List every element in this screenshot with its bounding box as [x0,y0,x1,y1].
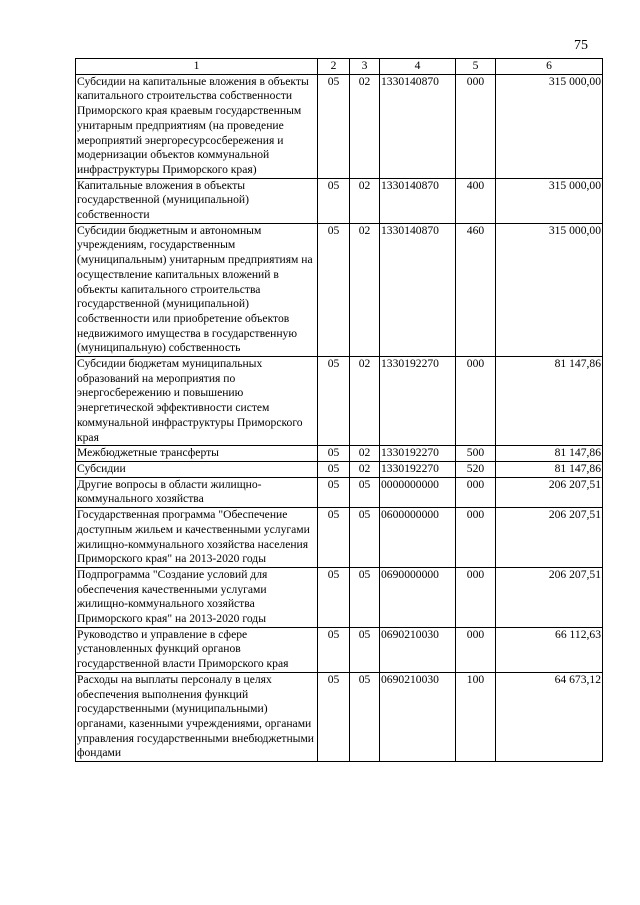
table-row [76,627,603,672]
row-section: 05 [318,508,350,568]
table-row [76,567,603,627]
header-row [76,59,603,75]
row-amount: 315 000,00 [496,74,603,178]
row-target-article: 0690000000 [380,567,456,627]
column-header: 6 [496,59,603,75]
row-section: 05 [318,74,350,178]
row-section: 05 [318,446,350,462]
row-section: 05 [318,477,350,507]
row-amount: 81 147,86 [496,461,603,477]
row-target-article: 1330140870 [380,178,456,223]
row-amount: 206 207,51 [496,477,603,507]
column-header: 1 [76,59,318,75]
row-expense-type: 500 [456,446,496,462]
row-target-article: 0690210030 [380,672,456,761]
row-name: Государственная программа "Обеспечение доступным жильем и качественными услугами жилищно-коммунального хозяйства населения Приморского края" на 2013-2020 годы [76,508,318,568]
row-target-article: 1330140870 [380,74,456,178]
row-name: Субсидии на капитальные вложения в объекты капитального строительства собственности Приморского края краевым государственным унитарным предприятиям (на проведение мероприятий энергоресурсосбережения и модернизации объектов коммунальной инфраструктуры Приморского края) [76,74,318,178]
row-expense-type: 000 [456,74,496,178]
row-expense-type: 400 [456,178,496,223]
row-subsection: 05 [350,477,380,507]
row-name: Субсидии [76,461,318,477]
row-name: Межбюджетные трансферты [76,446,318,462]
row-amount: 64 673,12 [496,672,603,761]
row-subsection: 05 [350,508,380,568]
column-header: 3 [350,59,380,75]
row-subsection: 02 [350,74,380,178]
row-section: 05 [318,357,350,446]
row-amount: 206 207,51 [496,508,603,568]
row-subsection: 02 [350,223,380,356]
row-expense-type: 000 [456,508,496,568]
row-section: 05 [318,223,350,356]
row-section: 05 [318,672,350,761]
row-target-article: 0690210030 [380,627,456,672]
row-expense-type: 100 [456,672,496,761]
row-amount: 81 147,86 [496,446,603,462]
row-target-article: 0600000000 [380,508,456,568]
row-expense-type: 000 [456,477,496,507]
row-subsection: 05 [350,567,380,627]
row-expense-type: 460 [456,223,496,356]
column-header: 2 [318,59,350,75]
row-target-article: 1330192270 [380,446,456,462]
row-subsection: 02 [350,357,380,446]
table-row [76,357,603,446]
row-subsection: 02 [350,446,380,462]
row-section: 05 [318,178,350,223]
row-subsection: 05 [350,627,380,672]
row-amount: 66 112,63 [496,627,603,672]
row-name: Субсидии бюджетам муниципальных образований на мероприятия по энергосбережению и повышению энергетической эффективности систем коммунальной инфраструктуры Приморского края [76,357,318,446]
table-row [76,178,603,223]
column-header: 4 [380,59,456,75]
table-row [76,672,603,761]
row-subsection: 02 [350,178,380,223]
row-amount: 81 147,86 [496,357,603,446]
row-section: 05 [318,461,350,477]
table-row [76,477,603,507]
row-subsection: 05 [350,672,380,761]
row-amount: 315 000,00 [496,178,603,223]
table-row [76,446,603,462]
page-number: 75 [574,38,588,53]
row-name: Другие вопросы в области жилищно-коммунального хозяйства [76,477,318,507]
row-section: 05 [318,627,350,672]
row-name: Расходы на выплаты персоналу в целях обеспечения выполнения функций государственными (муниципальными) органами, казенными учреждениями, органами управления государственными внебюджетными фондами [76,672,318,761]
row-expense-type: 000 [456,357,496,446]
row-expense-type: 000 [456,627,496,672]
row-target-article: 0000000000 [380,477,456,507]
row-name: Капитальные вложения в объекты государственной (муниципальной) собственности [76,178,318,223]
table-row [76,223,603,356]
row-target-article: 1330140870 [380,223,456,356]
row-expense-type: 520 [456,461,496,477]
row-target-article: 1330192270 [380,357,456,446]
row-amount: 206 207,51 [496,567,603,627]
table-row [76,461,603,477]
budget-table [75,58,603,762]
row-name: Подпрограмма "Создание условий для обеспечения качественными услугами жилищно-коммунального хозяйства Приморского края" на 2013-2020 годы [76,567,318,627]
row-name: Субсидии бюджетным и автономным учреждениям, государственным (муниципальным) унитарным предприятиям на осуществление капитальных вложений в объекты капитального строительства государственной (муниципальной) собственности или приобретение объектов недвижимого имущества в государственную (муниципальную) собственность [76,223,318,356]
row-amount: 315 000,00 [496,223,603,356]
table-row [76,508,603,568]
column-header: 5 [456,59,496,75]
row-section: 05 [318,567,350,627]
row-name: Руководство и управление в сфере установленных функций органов государственной власти Приморского края [76,627,318,672]
table-row [76,74,603,178]
row-expense-type: 000 [456,567,496,627]
row-subsection: 02 [350,461,380,477]
row-target-article: 1330192270 [380,461,456,477]
